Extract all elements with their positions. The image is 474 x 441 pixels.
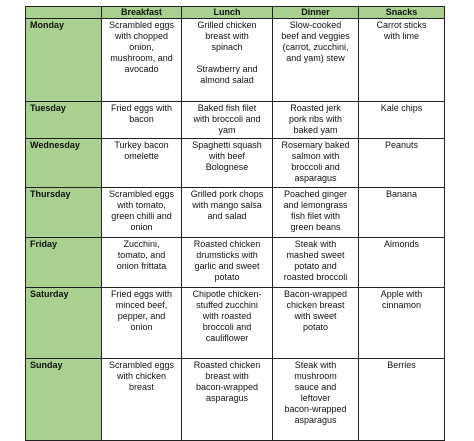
header-row	[26, 7, 445, 19]
breakfast-cell	[102, 139, 182, 188]
dinner-text: Steak with mushroom sauce and leftover bacon-wrapped asparagus	[284, 360, 347, 425]
snacks-text: Banana	[385, 189, 418, 199]
snacks-cell	[359, 139, 445, 188]
breakfast-text: Turkey bacon omelette	[114, 140, 169, 161]
snacks-cell	[359, 188, 445, 238]
table-row	[26, 359, 445, 441]
dinner-cell	[273, 102, 359, 139]
lunch-text: Chipotle chicken- stuffed zucchini with roasted broccoli and cauliflower	[192, 289, 262, 343]
lunch-cell	[182, 238, 273, 288]
snacks-cell	[359, 238, 445, 288]
dinner-cell	[273, 139, 359, 188]
breakfast-header: Breakfast	[102, 7, 182, 19]
breakfast-text: Scrambled eggs with chicken breast	[108, 360, 175, 392]
table-row	[26, 188, 445, 238]
table-row	[26, 139, 445, 188]
breakfast-cell	[102, 288, 182, 359]
breakfast-cell	[102, 102, 182, 139]
table-row	[26, 238, 445, 288]
snacks-text: Peanuts	[384, 140, 419, 150]
day-label: Tuesday	[26, 102, 102, 139]
snacks-text: Berries	[387, 360, 416, 370]
day-label: Monday	[26, 19, 102, 102]
snacks-header: Snacks	[359, 7, 445, 19]
lunch-cell	[182, 102, 273, 139]
lunch-text: Roasted chicken breast with bacon-wrapped asparagus	[193, 360, 261, 403]
table-row	[26, 19, 445, 102]
table-row	[26, 102, 445, 139]
lunch-text: Grilled pork chops with mango salsa and salad	[190, 189, 264, 221]
breakfast-cell	[102, 359, 182, 441]
day-label: Sunday	[26, 359, 102, 441]
snacks-text: Almonds	[383, 239, 419, 249]
breakfast-text: Fried eggs with bacon	[110, 103, 173, 124]
snacks-cell	[359, 359, 445, 441]
day-label: Saturday	[26, 288, 102, 359]
day-label: Wednesday	[26, 139, 102, 188]
breakfast-cell	[102, 238, 182, 288]
breakfast-text: Zucchini, tomato, and onion frittata	[116, 239, 167, 271]
snacks-text: Apple with cinnamon	[380, 289, 423, 310]
lunch-cell	[182, 288, 273, 359]
lunch-cell	[182, 139, 273, 188]
dinner-cell	[273, 188, 359, 238]
dinner-cell	[273, 238, 359, 288]
dinner-text: Rosemary baked salmon with broccoli and asparagus	[281, 140, 350, 183]
table-row	[26, 288, 445, 359]
dinner-text: Slow-cooked beef and veggies (carrot, zucchini, and yam) stew	[281, 20, 350, 63]
breakfast-cell	[102, 188, 182, 238]
lunch-cell	[182, 19, 273, 102]
meal-plan-table	[25, 6, 445, 441]
lunch-text: Baked fish filet with broccoli and yam	[193, 103, 261, 135]
day-label: Thursday	[26, 188, 102, 238]
meal-plan-table-container	[25, 6, 445, 441]
snacks-cell	[359, 102, 445, 139]
breakfast-text: Scrambled eggs with tomato, green chilli and onion	[108, 189, 175, 232]
snacks-cell	[359, 288, 445, 359]
lunch-text: Roasted chicken drumsticks with garlic and sweet potato	[193, 239, 261, 282]
dinner-cell	[273, 288, 359, 359]
lunch-cell	[182, 188, 273, 238]
lunch-text: Spaghetti squash with beef Bolognese	[192, 140, 262, 172]
snacks-text: Kale chips	[380, 103, 423, 113]
dinner-text: Steak with mashed sweet potato and roasted broccoli	[283, 239, 348, 282]
dinner-text: Poached ginger and lemongrass fish filet with green beans	[283, 189, 348, 232]
dinner-header: Dinner	[273, 7, 359, 19]
breakfast-text: Scrambled eggs with chopped onion, mushroom, and avocado	[108, 20, 175, 74]
dinner-cell	[273, 359, 359, 441]
corner-header-cell	[26, 7, 102, 19]
lunch-text: Grilled chicken breast with spinach Strawberry and almond salad	[196, 20, 258, 85]
breakfast-text: Fried eggs with minced beef, pepper, and onion	[110, 289, 173, 332]
day-label: Friday	[26, 238, 102, 288]
dinner-text: Bacon-wrapped chicken breast with sweet potato	[283, 289, 348, 332]
lunch-cell	[182, 359, 273, 441]
dinner-text: Roasted jerk pork ribs with baked yam	[288, 103, 342, 135]
snacks-text: Carrot sticks with lime	[376, 20, 427, 41]
lunch-header: Lunch	[182, 7, 273, 19]
breakfast-cell	[102, 19, 182, 102]
dinner-cell	[273, 19, 359, 102]
snacks-cell	[359, 19, 445, 102]
